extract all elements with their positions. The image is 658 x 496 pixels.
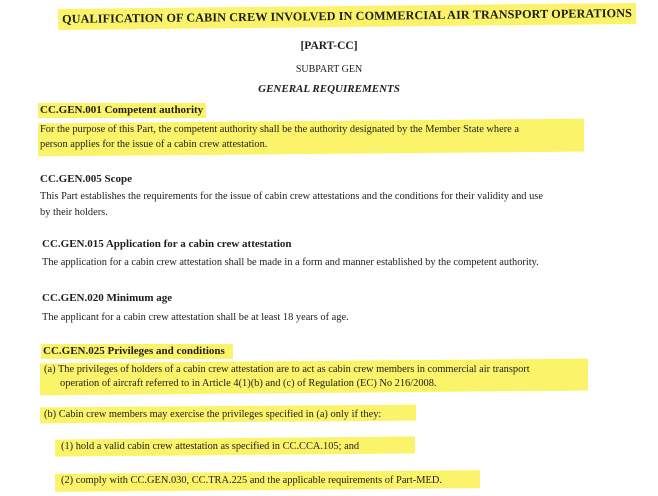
section-text-005-line2: by their holders.: [40, 207, 108, 218]
section-text-001-line2: person applies for the issue of a cabin crew attestation.: [40, 139, 268, 150]
section-text-005-line1: This Part establishes the requirements for the issue of cabin crew attestations and the conditions for their validity and use: [40, 191, 543, 202]
section-text-001-line1: For the purpose of this Part, the competent authority shall be the authority designated by the Member State where a: [40, 124, 519, 135]
document-title-text: QUALIFICATION OF CABIN CREW INVOLVED IN COMMERCIAL AIR TRANSPORT OPERATIONS: [58, 3, 636, 30]
item-b2-line1: (2) comply with CC.GEN.030, CC.TRA.225 and the applicable requirements of Part-MED.: [61, 475, 442, 486]
section-heading-015: CC.GEN.015 Application for a cabin crew attestation: [42, 238, 292, 250]
item-b-line1: (b) Cabin crew members may exercise the privileges specified in (a) only if they:: [44, 409, 382, 420]
section-text-020-line1: The applicant for a cabin crew attestation shall be at least 18 years of age.: [42, 312, 349, 323]
section-heading-020: CC.GEN.020 Minimum age: [42, 292, 173, 304]
general-requirements-heading: GENERAL REQUIREMENTS: [258, 83, 400, 95]
subpart-label: SUBPART GEN: [295, 64, 363, 75]
item-b1-line1: (1) hold a valid cabin crew attestation as specified in CC.CCA.105; and: [61, 441, 360, 452]
section-text-015-line1: The application for a cabin crew attestation shall be made in a form and manner established by the competent authority.: [42, 257, 539, 268]
section-heading-025: CC.GEN.025 Privileges and conditions: [43, 345, 225, 357]
section-heading-005: CC.GEN.005 Scope: [40, 173, 132, 185]
document-title: [58, 6, 636, 27]
section-heading-001: CC.GEN.001 Competent authority: [40, 104, 204, 116]
item-a-line1: (a) The privileges of holders of a cabin crew attestation are to act as cabin crew members in commercial air transport: [44, 364, 530, 375]
item-a-line2: operation of aircraft referred to in Article 4(1)(b) and (c) of Regulation (EC) No 216/2008.: [60, 378, 437, 389]
part-label: [PART-CC]: [300, 40, 358, 52]
